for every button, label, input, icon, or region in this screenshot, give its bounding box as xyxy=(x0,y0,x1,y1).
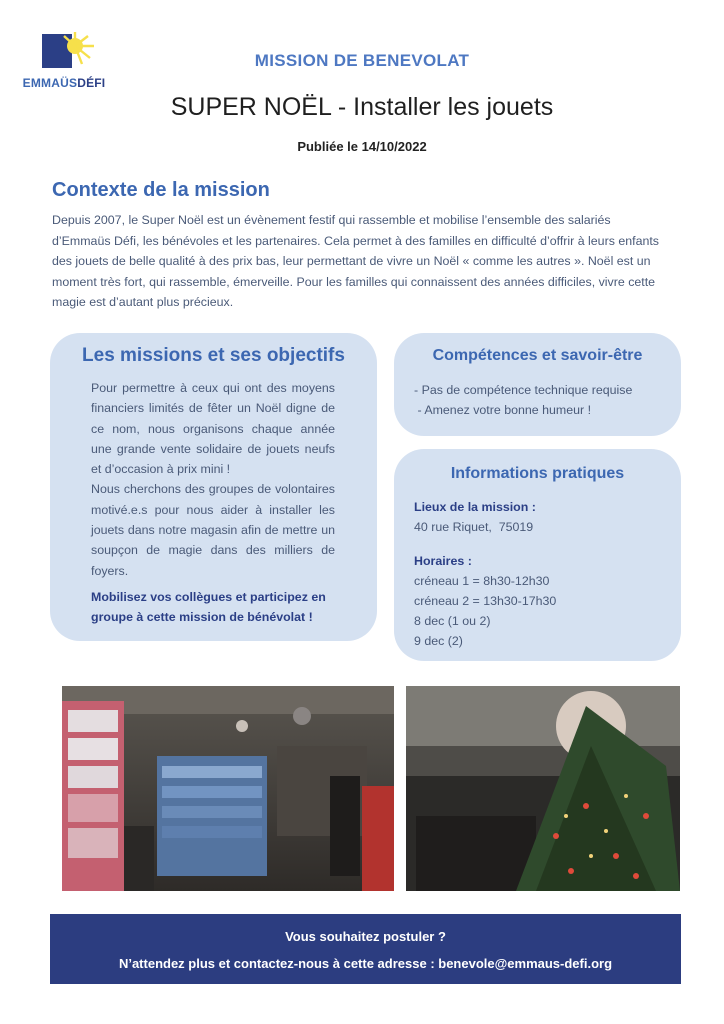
infos-card xyxy=(394,449,681,661)
publication-date: Publiée le 14/10/2022 xyxy=(297,139,427,154)
infos-title: Informations pratiques xyxy=(450,465,625,482)
hours-label: Horaires : xyxy=(414,554,472,568)
store-photo xyxy=(62,686,394,891)
page-title: SUPER NOËL - Installer les jouets xyxy=(170,93,554,121)
missions-call-to-action: Mobilisez vos collègues et participez en groupe à cette mission de bénévolat ! xyxy=(91,590,326,625)
hours-item: créneau 1 = 8h30-12h30 xyxy=(414,574,550,588)
logo-wordmark: EMMAÜSDÉFI xyxy=(22,76,106,90)
location-label: Lieux de la mission : xyxy=(414,500,536,514)
location-value: 40 rue Riquet, 75019 xyxy=(414,520,534,534)
missions-paragraph-2: Nous cherchons des groupes de volontaires motivé.e.s pour nous aider à installer les jouets dans notre magasin afin de mettre un soupçon de magie dans des milliers de foyers. xyxy=(91,482,335,578)
hours-item: 9 dec (2) xyxy=(414,634,463,648)
missions-body xyxy=(91,378,335,581)
store-photo-illustration xyxy=(62,686,394,891)
footer-question: Vous souhaitez postuler ? xyxy=(285,929,446,944)
skills-title: Compétences et savoir-être xyxy=(432,347,643,364)
skills-item: - Pas de compétence technique requise xyxy=(414,383,633,397)
mission-kicker: MISSION DE BENEVOLAT xyxy=(254,51,470,70)
footer-banner xyxy=(50,914,681,984)
context-body: Depuis 2007, le Super Noël est un évènement festif qui rassemble et mobilise l’ensemble des salariés d’Emmaüs Défi, les bénévoles et les partenaires. Cela permet à des familles en difficulté d’offrir à leurs enfants des jouets de belle qualité à des prix bas, leur permettant de vivre un Noël « comme les autres ». Noël est un moment très fort, qui rassemble, émerveille. Pour les familles qui connaissent des années difficiles, vivre cette magie est d’autant plus précieux. xyxy=(52,213,659,309)
hours-item: créneau 2 = 13h30-17h30 xyxy=(414,594,557,608)
context-title: Contexte de la mission xyxy=(52,179,270,201)
skills-card xyxy=(394,333,681,436)
skills-item: - Amenez votre bonne humeur ! xyxy=(414,403,592,417)
christmas-tree-photo xyxy=(406,686,680,891)
tree-photo-illustration xyxy=(406,686,680,891)
missions-paragraph-1: Pour permettre à ceux qui ont des moyens financiers limités de fêter un Noël digne de ce nom, nous organisons chaque année une grande vente solidaire de jouets neufs et d’occasion à prix mini ! xyxy=(91,381,335,477)
missions-card xyxy=(50,333,377,641)
infos-body xyxy=(414,497,674,651)
footer-contact[interactable]: N’attendez plus et contactez-nous à cette adresse : benevole@emmaus-defi.org xyxy=(118,956,613,971)
missions-title: Les missions et ses objectifs xyxy=(82,345,345,366)
skills-list xyxy=(414,380,674,420)
hours-item: 8 dec (1 ou 2) xyxy=(414,614,491,628)
